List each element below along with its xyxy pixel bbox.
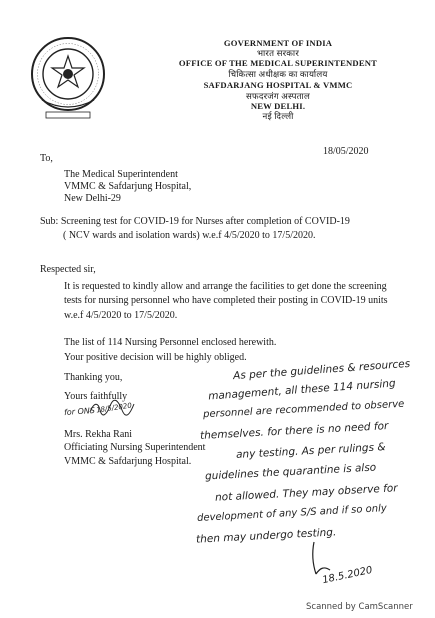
handwritten-line4: themselves. for there is no need for [199,420,389,442]
subject-line1: Sub: Screening test for COVID-19 for Nurses after completion of COVID-19 [40,216,350,227]
handwritten-line7: not allowed. They may observe for [214,482,398,504]
header-office-title: OFFICE OF THE MEDICAL SUPERINTENDENT [178,58,378,68]
handwritten-line2: management, all these 114 nursing [207,377,397,403]
recipient-line3: New Delhi-29 [64,193,121,204]
body-para1-line2: tests for nursing personnel who have completed their posting in COVID-19 units [64,295,388,306]
closing-yours: Yours faithfully [64,391,128,402]
header-hospital-name: SAFDARJANG HOSPITAL & VMMC [203,80,353,90]
closing-thanks: Thanking you, [64,372,123,383]
handwritten-line9: then may undergo testing. [195,526,337,546]
body-para1-line3: w.e.f 4/5/2020 to 17/5/2020. [64,310,178,321]
handwritten-line3: personnel are recommended to observe [202,398,405,421]
salutation: Respected sir, [40,264,96,275]
scanner-watermark: Scanned by CamScanner [306,602,413,612]
closing-signature-date: 18/5/2020 [95,401,133,415]
handwritten-line8: development of any S/S and if so only [196,503,388,524]
closing-signature-note: for ONS [63,405,96,418]
header-office-title-hindi: चिकित्सा अधीक्षक का कार्यालय [228,69,328,79]
header-govt-india: GOVERNMENT OF INDIA [223,38,333,48]
handwritten-line5: any testing. As per rulings & [235,441,386,461]
recipient-to: To, [40,153,53,164]
header-govt-india-hindi: भारत सरकार [256,48,300,58]
closing-name: Mrs. Rekha Rani [64,429,133,440]
hospital-emblem-logo [28,34,108,122]
signature-scribble-icon [88,398,136,418]
handwritten-signature-date: 18.5.2020 [321,564,374,587]
header-city: NEW DELHI. [250,101,306,111]
header-hospital-name-hindi: सफदरजंग अस्पताल [245,91,311,101]
body-list-line: The list of 114 Nursing Personnel enclosed herewith. [64,337,277,348]
body-decision-line: Your positive decision will be highly obliged. [64,352,247,363]
recipient-line2: VMMC & Safdarjung Hospital, [64,181,192,192]
handwritten-line6: guidelines the quarantine is also [204,461,377,483]
recipient-line1: The Medical Superintendent [64,169,178,180]
letter-date: 18/05/2020 [323,146,369,157]
header-city-hindi: नई दिल्ली [262,111,294,121]
closing-title: Officiating Nursing Superintendent [64,442,206,453]
body-para1-line1: It is requested to kindly allow and arrange the facilities to get done the screening [64,281,387,292]
handwritten-line1: As per the guidelines & resources [232,357,411,383]
subject-line2: ( NCV wards and isolation wards) w.e.f 4/5/2020 to 17/5/2020. [63,230,316,241]
closing-org: VMMC & Safdarjung Hospital. [64,456,192,467]
